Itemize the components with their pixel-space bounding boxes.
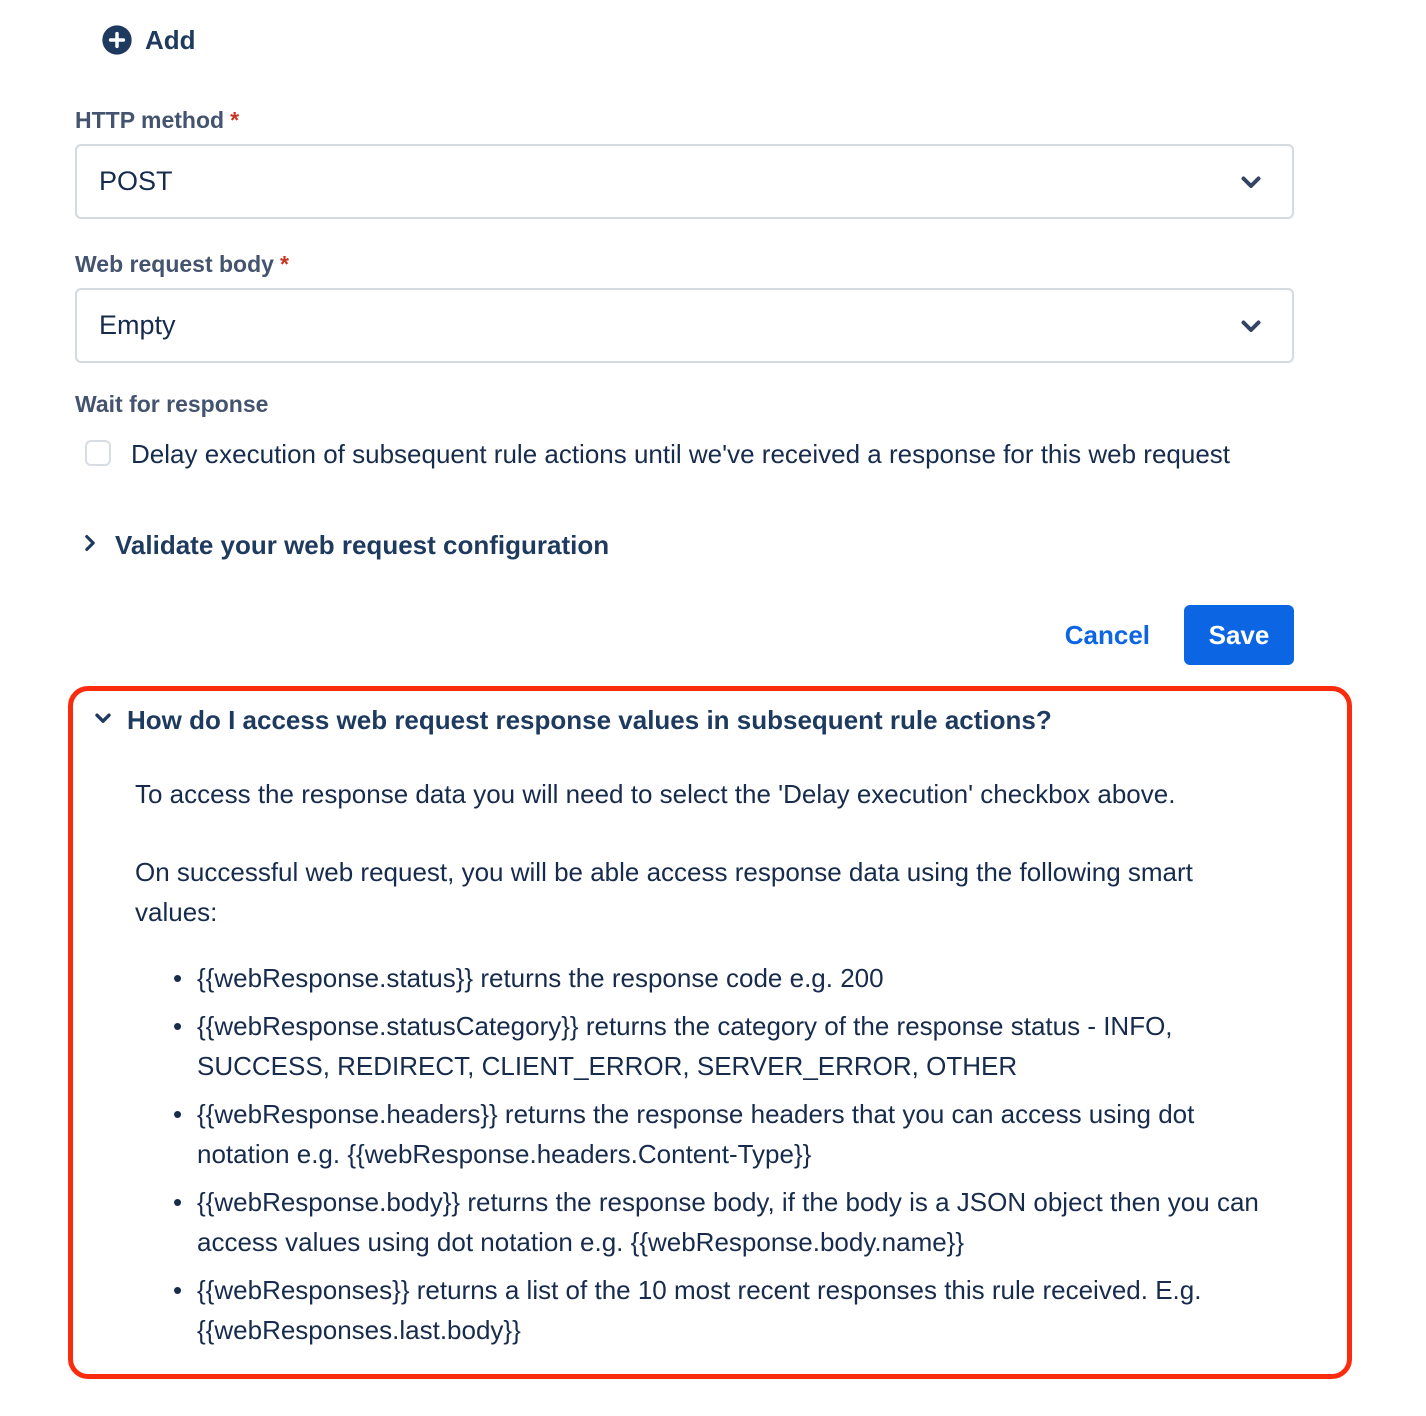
web-request-body-label-text: Web request body — [75, 251, 274, 277]
required-asterisk: * — [279, 251, 289, 277]
delay-execution-checkbox[interactable] — [85, 440, 111, 466]
help-title: How do I access web request response values in subsequent rule actions? — [127, 705, 1052, 735]
cancel-button[interactable]: Cancel — [1065, 610, 1150, 661]
list-item: • {{webResponse.headers}} returns the response headers that you can access using dot notation e.g. {{webResponse.headers.Content-Type}} — [197, 1094, 1277, 1174]
help-paragraph: On successful web request, you will be able access response data using the following smart values: — [135, 857, 1193, 927]
http-method-label-text: HTTP method — [75, 107, 225, 133]
smart-values-list — [135, 958, 1323, 1350]
list-item: • {{webResponses}} returns a list of the 10 most recent responses this rule received. E.g. {{webResponses.last.body}} — [197, 1270, 1277, 1350]
web-request-body-label — [75, 251, 1294, 278]
web-request-body-select[interactable] — [75, 288, 1294, 363]
list-item: • {{webResponse.status}} returns the response code e.g. 200 — [197, 958, 1277, 998]
validate-label: Validate your web request configuration — [115, 530, 610, 560]
chevron-down-icon — [1236, 167, 1266, 197]
web-request-body-value: Empty — [99, 310, 176, 340]
form-actions — [75, 605, 1294, 665]
chevron-down-icon — [1236, 311, 1266, 341]
delay-execution-option[interactable] — [85, 434, 1294, 474]
required-asterisk: * — [230, 107, 240, 133]
validate-expander[interactable] — [75, 530, 1294, 561]
http-method-label — [75, 107, 1294, 134]
add-button-label: Add — [145, 24, 196, 55]
help-panel — [68, 686, 1352, 1379]
list-item: • {{webResponse.statusCategory}} returns the category of the response status - INFO, SUCCESS, REDIRECT, CLIENT_ERROR, SERVER_ERROR, OTHER — [197, 1006, 1277, 1086]
add-button[interactable] — [101, 24, 196, 56]
http-method-value: POST — [99, 166, 173, 196]
delay-execution-label: Delay execution of subsequent rule actions until we've received a response for this web request — [131, 439, 1231, 469]
chevron-down-icon — [91, 706, 115, 735]
plus-circle-icon — [101, 24, 133, 56]
wait-for-response-label: Wait for response — [75, 391, 269, 417]
save-button[interactable]: Save — [1184, 605, 1294, 665]
chevron-right-icon — [75, 532, 101, 559]
http-method-select[interactable] — [75, 144, 1294, 219]
list-item: • {{webResponse.body}} returns the response body, if the body is a JSON object then you can access values using dot notation e.g. {{webResponse.body.name}} — [197, 1182, 1277, 1262]
help-paragraph: To access the response data you will need to select the 'Delay execution' checkbox above. — [135, 779, 1176, 809]
help-expander[interactable] — [85, 705, 1323, 736]
help-body — [85, 774, 1323, 1350]
